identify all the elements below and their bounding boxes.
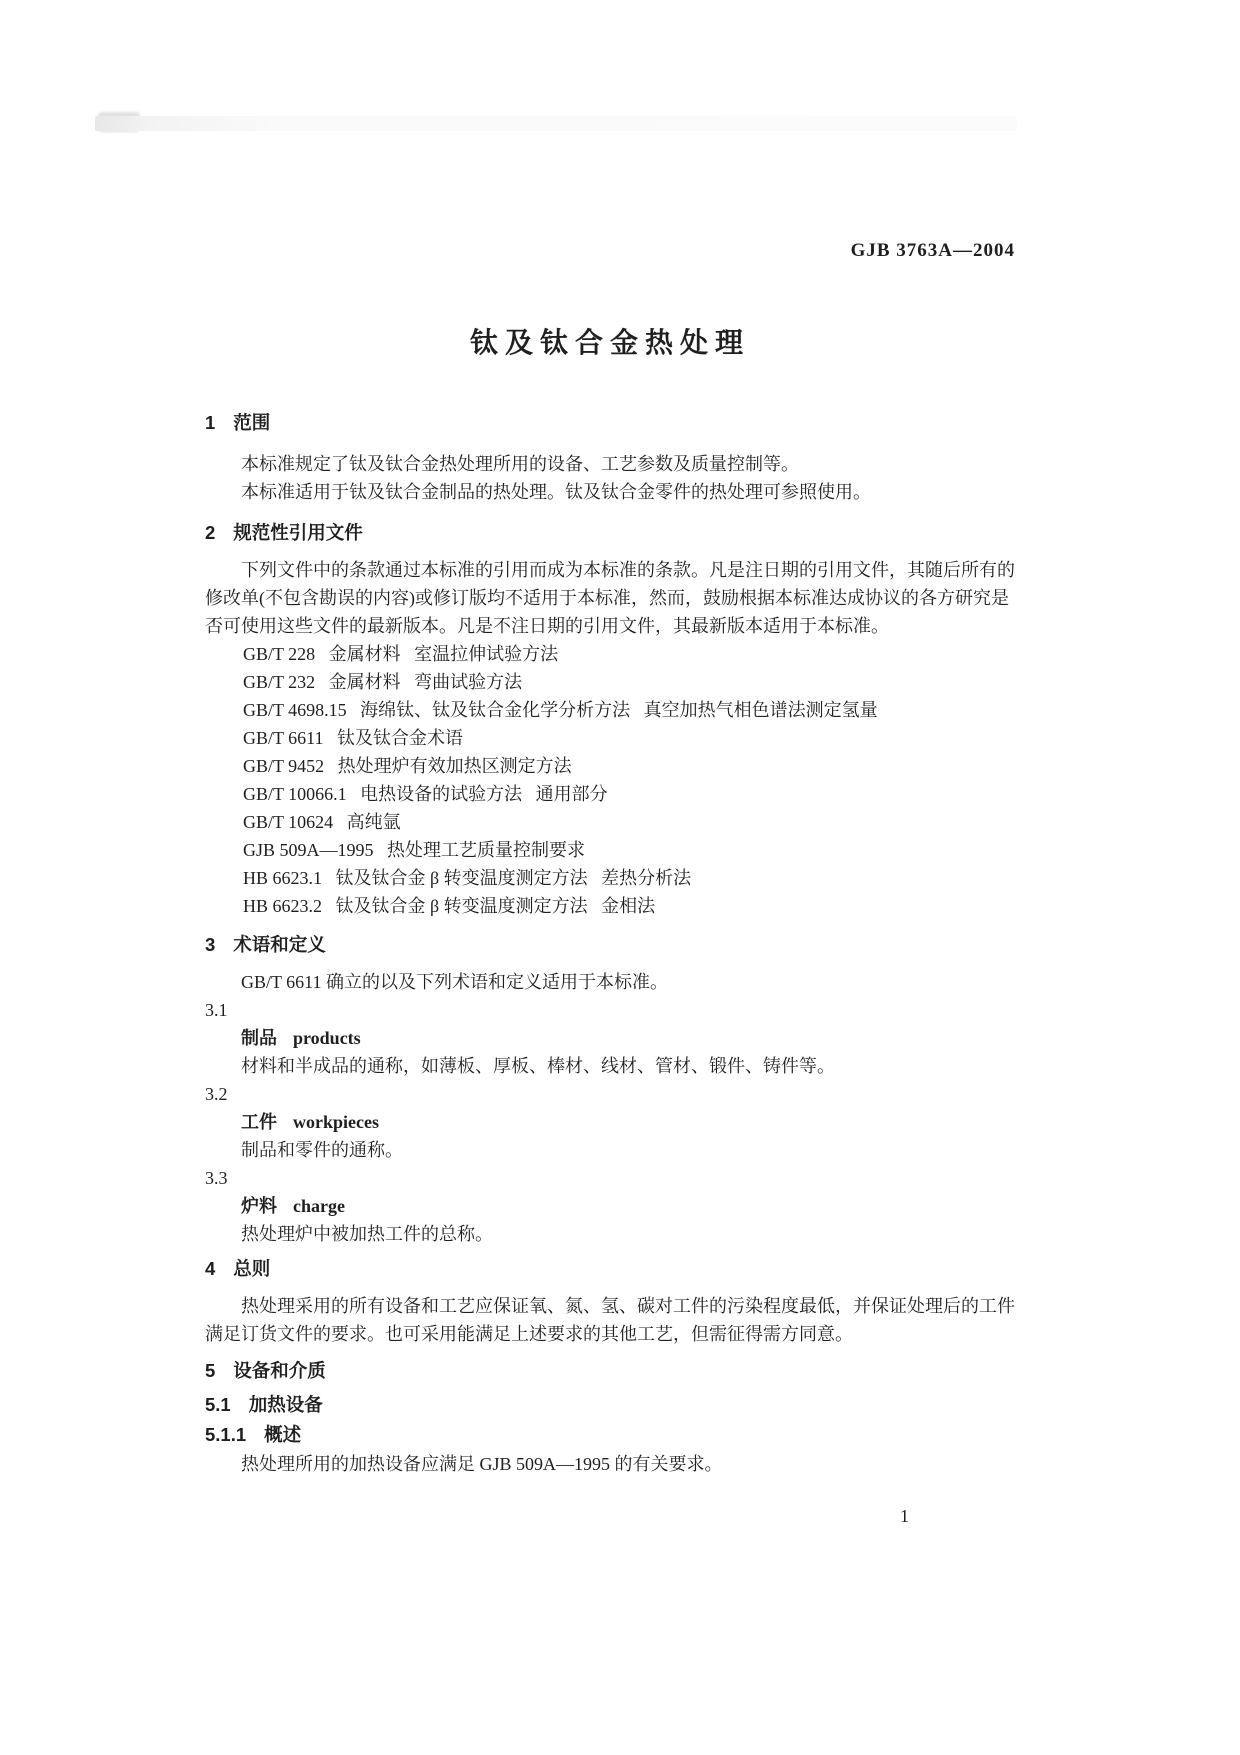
section-5-1-1-paragraph: 热处理所用的加热设备应满足 GJB 509A—1995 的有关要求。 bbox=[241, 1454, 723, 1474]
section-2-intro-line: 下列文件中的条款通过本标准的引用而成为本标准的条款。凡是注日期的引用文件，其随后所有的 bbox=[241, 560, 1015, 580]
reference-item: GB/T 9452 热处理炉有效加热区测定方法 bbox=[243, 756, 572, 776]
term-en: workpieces bbox=[293, 1112, 379, 1132]
term-zh: 制品 bbox=[241, 1028, 277, 1048]
reference-item: HB 6623.1 钛及钛合金 β 转变温度测定方法 差热分析法 bbox=[243, 868, 692, 888]
term-en: charge bbox=[293, 1196, 345, 1216]
term-zh: 炉料 bbox=[241, 1196, 277, 1216]
term-number: 3.2 bbox=[205, 1084, 228, 1104]
reference-item: GJB 509A—1995 热处理工艺质量控制要求 bbox=[243, 840, 586, 860]
reference-item: GB/T 232 金属材料 弯曲试验方法 bbox=[243, 672, 523, 692]
page-content bbox=[205, 0, 1015, 1530]
reference-item: GB/T 4698.15 海绵钛、钛及钛合金化学分析方法 真空加热气相色谱法测定氢量 bbox=[243, 700, 878, 720]
reference-item: GB/T 6611 钛及钛合金术语 bbox=[243, 728, 464, 748]
section-3-heading bbox=[205, 932, 1015, 958]
section-5-1-title: 加热设备 bbox=[248, 1394, 323, 1415]
section-5-1-1-heading bbox=[205, 1422, 1015, 1448]
reference-item: GB/T 10624 高纯氩 bbox=[243, 812, 401, 832]
term-definition: 制品和零件的通称。 bbox=[241, 1140, 403, 1160]
section-3-intro: GB/T 6611 确立的以及下列术语和定义适用于本标准。 bbox=[241, 972, 669, 992]
term-zh: 工件 bbox=[241, 1112, 277, 1132]
term-en: products bbox=[293, 1028, 361, 1048]
reference-item: GB/T 10066.1 电热设备的试验方法 通用部分 bbox=[243, 784, 608, 804]
doc-title: 钛及钛合金热处理 bbox=[469, 327, 750, 358]
section-5-1-1-title: 概述 bbox=[264, 1424, 302, 1445]
doc-code: GJB 3763A—2004 bbox=[850, 240, 1015, 261]
section-2-intro-line: 修改单(不包含勘误的内容)或修订版均不适用于本标准，然而，鼓励根据本标准达成协议的各方研究是 bbox=[205, 588, 1009, 608]
term-definition: 材料和半成品的通称，如薄板、厚板、棒材、线材、管材、锻件、铸件等。 bbox=[241, 1056, 835, 1076]
section-5-title: 设备和介质 bbox=[233, 1360, 326, 1381]
section-1-title: 范围 bbox=[233, 412, 271, 433]
section-4-number: 4 bbox=[205, 1258, 216, 1279]
section-1-paragraph: 本标准规定了钛及钛合金热处理所用的设备、工艺参数及质量控制等。 bbox=[241, 454, 799, 474]
reference-item: HB 6623.2 钛及钛合金 β 转变温度测定方法 金相法 bbox=[243, 896, 656, 916]
term-number: 3.1 bbox=[205, 1000, 228, 1020]
term-heading bbox=[205, 1024, 1015, 1052]
section-2-number: 2 bbox=[205, 522, 216, 543]
term-definition: 热处理炉中被加热工件的总称。 bbox=[241, 1224, 493, 1244]
section-2-intro-line: 否可使用这些文件的最新版本。凡是不注日期的引用文件，其最新版本适用于本标准。 bbox=[205, 616, 889, 636]
term-heading bbox=[205, 1108, 1015, 1136]
section-2-title: 规范性引用文件 bbox=[233, 522, 363, 543]
section-3-title: 术语和定义 bbox=[233, 934, 326, 955]
reference-item: GB/T 228 金属材料 室温拉伸试验方法 bbox=[243, 644, 559, 664]
section-1-number: 1 bbox=[205, 412, 216, 433]
section-5-1-1-number: 5.1.1 bbox=[205, 1424, 247, 1445]
section-2-heading bbox=[205, 520, 1015, 546]
section-4-line: 热处理采用的所有设备和工艺应保证氧、氮、氢、碳对工件的污染程度最低，并保证处理后的工件 bbox=[241, 1296, 1015, 1316]
section-5-number: 5 bbox=[205, 1360, 216, 1381]
section-1-paragraph: 本标准适用于钛及钛合金制品的热处理。钛及钛合金零件的热处理可参照使用。 bbox=[241, 482, 871, 502]
term-heading bbox=[205, 1192, 1015, 1220]
section-4-heading bbox=[205, 1256, 1015, 1282]
section-4-title: 总则 bbox=[233, 1258, 271, 1279]
section-4-line: 满足订货文件的要求。也可采用能满足上述要求的其他工艺，但需征得需方同意。 bbox=[205, 1324, 853, 1344]
section-3-number: 3 bbox=[205, 934, 216, 955]
page-number: 1 bbox=[900, 1506, 909, 1526]
section-1-heading bbox=[205, 410, 1015, 436]
section-5-1-heading bbox=[205, 1392, 1015, 1418]
section-5-1-number: 5.1 bbox=[205, 1394, 231, 1415]
section-5-heading bbox=[205, 1358, 1015, 1384]
term-number: 3.3 bbox=[205, 1168, 228, 1188]
